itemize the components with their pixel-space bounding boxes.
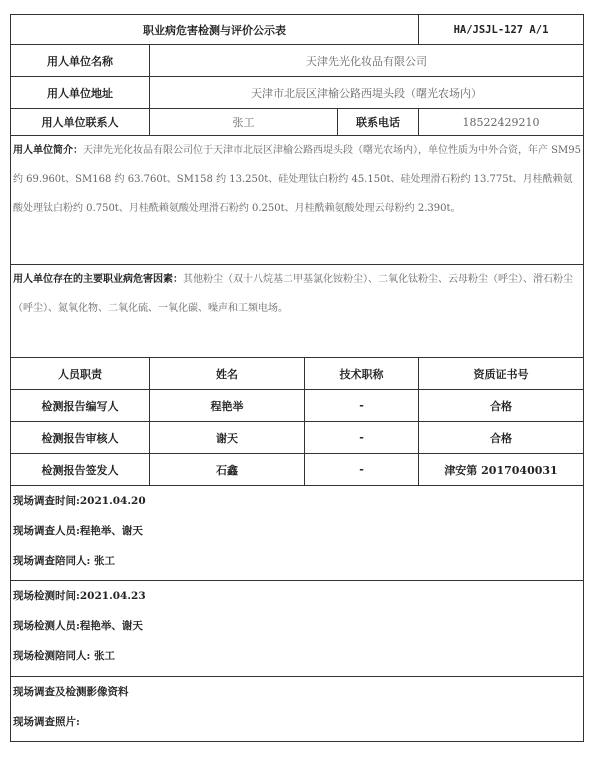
inspection-row bbox=[11, 581, 584, 677]
staff-cert: 合格 bbox=[419, 390, 584, 422]
staff-role: 检测报告编写人 bbox=[11, 390, 150, 422]
table-row bbox=[11, 422, 584, 454]
media-row bbox=[11, 677, 584, 742]
contact-label: 用人单位联系人 bbox=[11, 109, 150, 136]
staff-header-cert: 资质证书号 bbox=[419, 358, 584, 390]
form-title: 职业病危害检测与评价公示表 bbox=[11, 15, 419, 45]
header-row bbox=[11, 15, 584, 45]
media-title: 现场调查及检测影像资料 bbox=[13, 686, 129, 698]
staff-header-row bbox=[11, 358, 584, 390]
staff-name: 程艳举 bbox=[150, 390, 305, 422]
intro-label: 用人单位简介： bbox=[13, 145, 83, 156]
form-code: HA/JSJL-127 A/1 bbox=[419, 15, 584, 45]
staff-title: - bbox=[305, 422, 419, 454]
staff-cert: 津安第 2017040031 bbox=[419, 454, 584, 486]
inspection-section bbox=[11, 581, 584, 677]
staff-header-name: 姓名 bbox=[150, 358, 305, 390]
media-photos-label: 现场调查照片: bbox=[13, 716, 80, 728]
table-row bbox=[11, 454, 584, 486]
inspection-staff: 现场检测人员:程艳举、谢天 bbox=[13, 620, 143, 632]
staff-name: 谢天 bbox=[150, 422, 305, 454]
contact-value: 张工 bbox=[150, 109, 338, 136]
employer-name-row bbox=[11, 45, 584, 77]
hazards-section bbox=[11, 265, 584, 358]
staff-header-title: 技术职称 bbox=[305, 358, 419, 390]
intro-section bbox=[11, 136, 584, 265]
table-row bbox=[11, 390, 584, 422]
phone-label: 联系电话 bbox=[338, 109, 419, 136]
form-table bbox=[10, 14, 584, 742]
staff-role: 检测报告审核人 bbox=[11, 422, 150, 454]
inspection-companion: 现场检测陪同人: 张工 bbox=[13, 650, 116, 662]
staff-title: - bbox=[305, 454, 419, 486]
staff-header-role: 人员职责 bbox=[11, 358, 150, 390]
intro-text: 天津先光化妆品有限公司位于天津市北辰区津榆公路西堤头段（曙光农场内），单位性质为中外合资，年产 SM95 约 69.960t、SM168 约 63.760t、SM158 约 13.250t、硅处理钛白粉约 45.150t、硅处理滑石粉约 13.775t、月桂酰赖氨酸处理钛白粉约 0.750t、月桂酰赖氨酸处理滑石粉约 0.250t、月桂酰赖氨酸处理云母粉约 2.390t。 bbox=[13, 145, 581, 214]
disclosure-form bbox=[10, 14, 583, 742]
media-section bbox=[11, 677, 584, 742]
employer-address-row bbox=[11, 77, 584, 109]
phone-value: 18522429210 bbox=[419, 109, 584, 136]
survey-staff: 现场调查人员:程艳举、谢天 bbox=[13, 525, 143, 537]
survey-row bbox=[11, 486, 584, 581]
employer-address-value: 天津市北辰区津榆公路西堤头段（曙光农场内） bbox=[150, 77, 584, 109]
intro-row bbox=[11, 136, 584, 265]
hazards-text: 其他粉尘（双十八烷基二甲基氯化铵粉尘）、二氧化钛粉尘、云母粉尘（呼尘）、滑石粉尘（呼尘）、氮氧化物、二氧化硫、一氧化碳、噪声和工频电场。 bbox=[13, 274, 573, 314]
inspection-time: 现场检测时间:2021.04.23 bbox=[13, 590, 146, 602]
employer-address-label: 用人单位地址 bbox=[11, 77, 150, 109]
survey-time: 现场调查时间:2021.04.20 bbox=[13, 495, 146, 507]
contact-row bbox=[11, 109, 584, 136]
employer-name-value: 天津先光化妆品有限公司 bbox=[150, 45, 584, 77]
staff-title: - bbox=[305, 390, 419, 422]
survey-section bbox=[11, 486, 584, 581]
hazards-label: 用人单位存在的主要职业病危害因素： bbox=[13, 274, 183, 285]
hazards-row bbox=[11, 265, 584, 358]
staff-cert: 合格 bbox=[419, 422, 584, 454]
employer-name-label: 用人单位名称 bbox=[11, 45, 150, 77]
survey-companion: 现场调查陪同人: 张工 bbox=[13, 555, 116, 567]
staff-name: 石鑫 bbox=[150, 454, 305, 486]
staff-role: 检测报告签发人 bbox=[11, 454, 150, 486]
